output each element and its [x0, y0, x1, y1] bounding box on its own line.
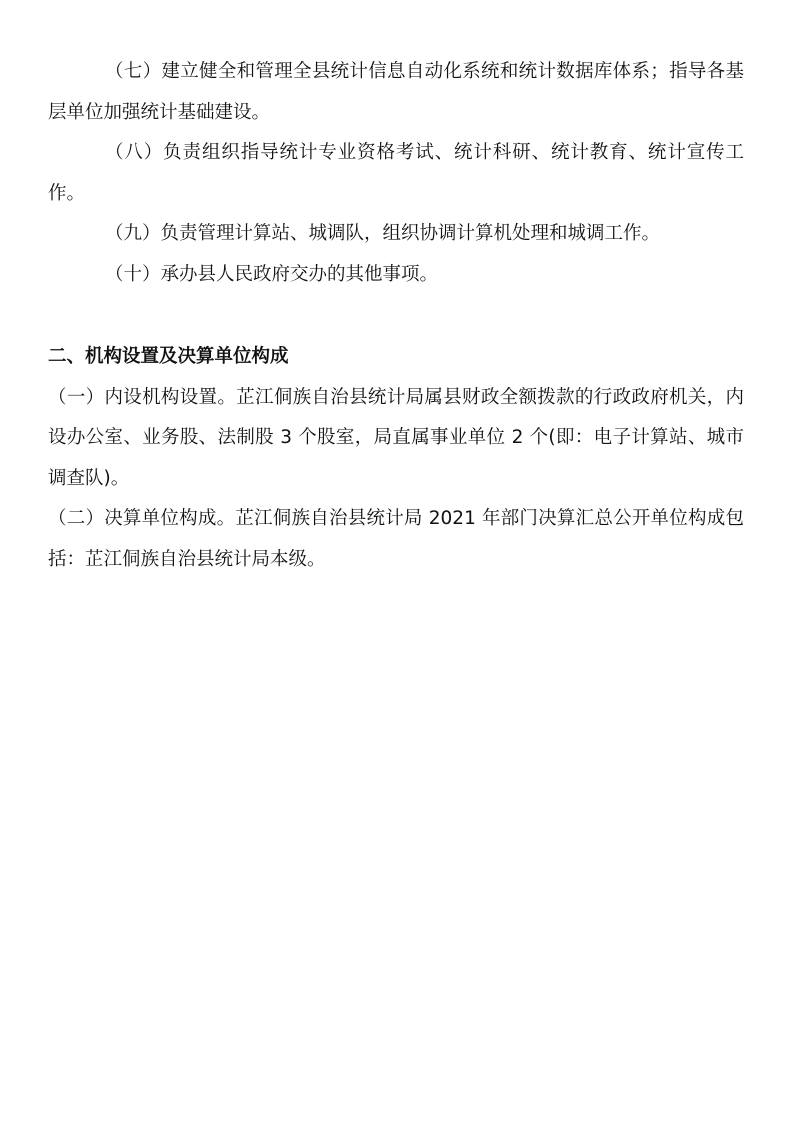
duty-item-7: （七）建立健全和管理全县统计信息自动化系统和统计数据库体系；指导各基层单位加强统计基础建设。 [48, 61, 744, 123]
section-paragraph-budget-units: （二）决算单位构成。芷江侗族自治县统计局 2021 年部门决算汇总公开单位构成包括：芷江侗族自治县统计局本级。 [48, 508, 744, 570]
duty-item-9: （九）负责管理计算站、城调队，组织协调计算机处理和城调工作。 [105, 223, 661, 244]
document-body [48, 52, 744, 580]
duty-item-8: （八）负责组织指导统计专业资格考试、统计科研、统计教育、统计宣传工作。 [48, 142, 744, 204]
section-paragraph-internal-structure: （一）内设机构设置。芷江侗族自治县统计局属县财政全额拨款的行政政府机关，内设办公室、业务股、法制股 3 个股室，局直属事业单位 2 个(即：电子计算站、城市调查队)。 [48, 386, 744, 489]
duty-item-10: （十）承办县人民政府交办的其他事项。 [105, 263, 439, 285]
section-heading: 二、机构设置及决算单位构成 [48, 346, 289, 367]
section-spacer [48, 295, 744, 337]
